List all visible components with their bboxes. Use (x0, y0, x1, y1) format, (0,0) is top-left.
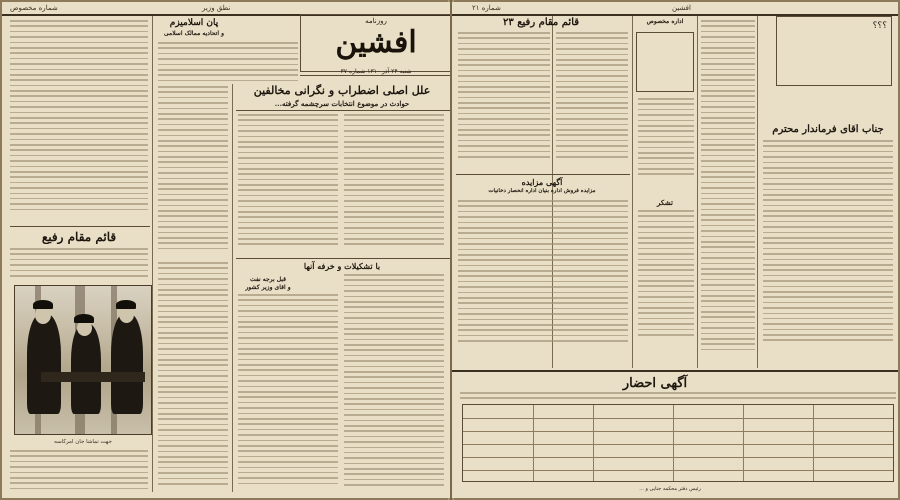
text-block (158, 262, 228, 494)
text-block (10, 248, 148, 282)
table-col (813, 405, 814, 481)
left-page (2, 2, 450, 498)
sub-headline: حوادث در موضوع انتخابات سرچشمه گرفته... (274, 99, 410, 108)
small-note: تشکر (657, 198, 673, 207)
notice-title: آگهی مزایده (521, 177, 563, 187)
section-rule (456, 174, 630, 175)
text-block (701, 20, 755, 360)
section-rule (236, 258, 450, 259)
photo-caption: جهت تماشا جان آمرکاسه (54, 439, 112, 445)
photo (14, 285, 152, 435)
column-headline-2: و اتحادیه ممالک اسلامی (164, 30, 224, 37)
text-block (158, 42, 298, 82)
text-block (10, 20, 148, 220)
photo-person (71, 324, 101, 414)
dateline: شنبه ۲۴ آذر ۱۳۱۰ شماره ۳۷ (300, 68, 450, 76)
masthead-title: افشین (335, 25, 417, 60)
table-row (463, 444, 893, 445)
text-block (763, 140, 893, 360)
photo-bench (41, 372, 145, 382)
small-headline-2: و آقای وزیر کشور (245, 284, 291, 291)
text-block (556, 32, 628, 172)
column-rule (232, 84, 233, 492)
ad-rule (452, 370, 898, 372)
photo-hat (74, 314, 94, 323)
table-col (743, 405, 744, 481)
text-block (344, 114, 444, 254)
mid-headline: با تشکیلات و خرفه آنها (303, 261, 381, 271)
table-row (463, 457, 893, 458)
column-headline-1: پان اسلامیزم (169, 18, 219, 28)
photo-hat (116, 300, 136, 309)
notice-box (636, 32, 694, 92)
left-headline: قائم مقام رفیع (41, 230, 117, 244)
right-top-label: شماره ۲۱ (472, 4, 501, 12)
masthead-label: روزنامه (365, 17, 387, 25)
main-headline: علل اصلی اضطراب و نگرانی مخالفین (253, 84, 431, 97)
text-block (458, 200, 628, 360)
right-headline-1: قائم مقام رفیع ۲۳ (502, 17, 580, 28)
text-block (638, 210, 694, 360)
table-col (673, 405, 674, 481)
table-row (463, 431, 893, 432)
photo-hat (33, 300, 53, 309)
masthead (300, 14, 450, 72)
text-block (460, 392, 896, 404)
column-rule (757, 16, 758, 368)
text-block (344, 274, 444, 494)
small-headline-1: قبل برجه نفت (250, 276, 286, 283)
notice-sub: مزایده فروش اداره بنیان اداره انحصار دخانیات (488, 188, 596, 194)
table-row (463, 470, 893, 471)
ad-title: آگهی احضار (622, 376, 688, 391)
table-row (463, 418, 893, 419)
right-top-center-label: افشین (672, 4, 691, 12)
question-box (776, 16, 892, 86)
left-top-right-label: نطق وزیر (202, 4, 231, 12)
text-block (238, 114, 338, 254)
section-rule (10, 226, 150, 227)
left-top-label: شماره مخصوص (10, 4, 58, 12)
right-headline-2: جناب آقای فرماندار محترم (772, 124, 884, 135)
column-rule (697, 16, 698, 368)
footer-note: رئیس دفتر محکمه جنایی و ... (639, 486, 701, 492)
photo-person (111, 314, 143, 414)
table-col (533, 405, 534, 481)
column-rule (632, 16, 633, 368)
section-rule (236, 110, 450, 111)
text-block (638, 98, 694, 188)
question-box-text: ؟؟؟ (872, 21, 887, 31)
bureau-label: اداره مخصوص (646, 18, 684, 25)
ad-table (462, 404, 894, 482)
table-col (593, 405, 594, 481)
text-block (10, 450, 148, 494)
text-block (238, 294, 338, 494)
column-rule (152, 16, 153, 492)
text-block (458, 32, 550, 172)
photo-person (27, 314, 61, 414)
text-block (158, 86, 228, 256)
